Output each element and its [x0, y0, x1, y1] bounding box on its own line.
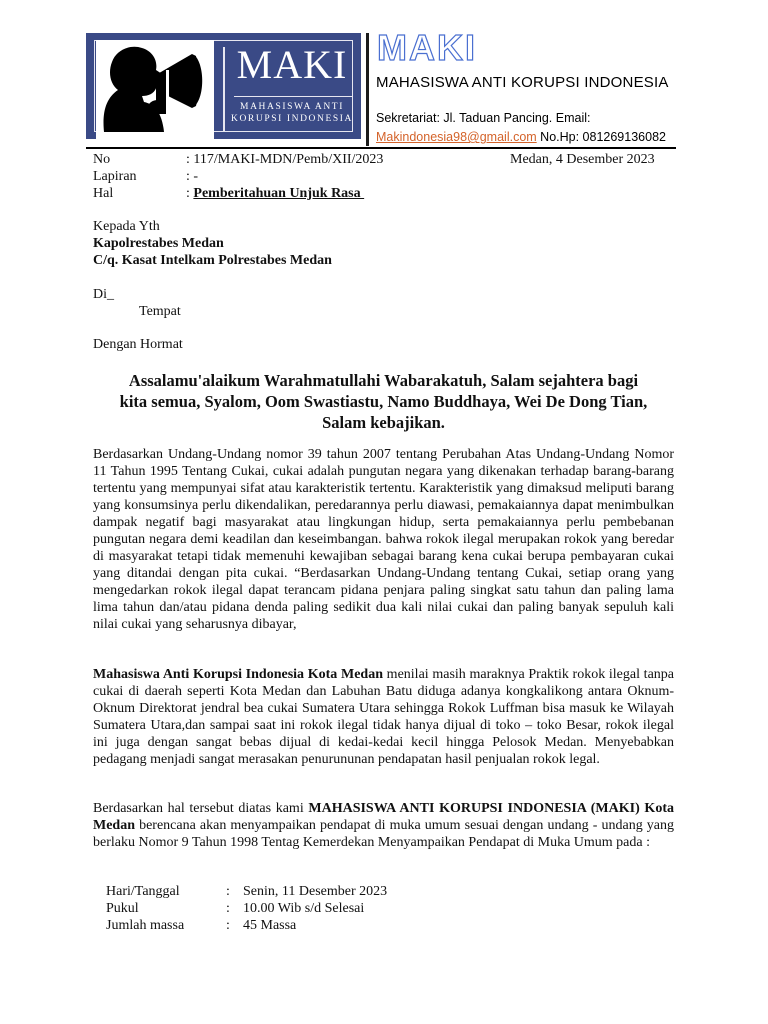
schedule-label-time: Pukul	[106, 901, 139, 916]
letterhead-contact	[376, 109, 666, 147]
meta-place-date: Medan, 4 Desember 2023	[510, 152, 655, 167]
org-name: MAHASISWA ANTI KORUPSI INDONESIA	[376, 74, 669, 91]
meta-hal-colon: :	[186, 186, 194, 201]
schedule-label-date: Hari/Tanggal	[106, 884, 180, 899]
logo-subtitle	[229, 101, 355, 125]
meta-no-value: : 117/MAKI-MDN/Pemb/XII/2023	[186, 152, 384, 167]
letterhead-vertical-rule	[366, 33, 369, 146]
recipient-di: Di_	[93, 287, 114, 302]
schedule-value-mass: 45 Massa	[243, 918, 297, 933]
religious-greeting	[93, 370, 674, 433]
meta-hal-label: Hal	[93, 186, 114, 201]
org-logo	[86, 33, 361, 139]
secretariat-address: Sekretariat: Jl. Taduan Pancing. Email:	[376, 111, 591, 125]
paragraph-concern-org: Mahasiswa Anti Korupsi Indonesia Kota Medan	[93, 667, 383, 682]
meta-lampiran-value: : -	[186, 169, 199, 184]
greeting-line-2: kita semua, Syalom, Oom Swastiastu, Namo Buddhaya, Wei De Dong Tian,	[119, 392, 648, 411]
contact-line	[376, 128, 666, 147]
logo-subtitle-line2: KORUPSI INDONESIA	[231, 114, 353, 124]
meta-hal-row	[186, 185, 364, 202]
schedule-value-date: Senin, 11 Desember 2023	[243, 884, 388, 899]
logo-wordmark: MAKI	[236, 42, 348, 87]
letterhead-horizontal-rule	[86, 147, 676, 149]
paragraph-intent	[93, 800, 674, 851]
logo-subtitle-line1: MAHASISWA ANTI	[240, 102, 344, 112]
schedule-label-mass: Jumlah massa	[106, 918, 185, 933]
salutation: Dengan Hormat	[93, 337, 183, 352]
paragraph-intent-text: berencana akan menyampaikan pendapat di muka umum sesuai dengan undang - undang yang berlaku Nomor 9 Tahun 1998 Tentag Kemerdekan Menyampaikan Pendapat di Muka Umum pada :	[93, 818, 674, 850]
recipient-cq: C/q. Kasat Intelkam Polrestabes Medan	[93, 253, 332, 268]
meta-no-label: No	[93, 152, 111, 167]
paragraph-concern-text: menilai masih maraknya Praktik rokok ilegal tanpa cukai di daerah seperti Kota Medan dan Labuhan Batu diduga adanya kongkalikong antara Oknum-Oknum Direktorat jendral bea cukai Sumatera Utara sehingga Rokok Luffman bisa masuk ke Wilayah Sumatera Utara,dan sampai saat ini rokok ilegal tidak hanya dijual di toko – toko Besar, rokok ilegal ini juga dengan sangat bebas dijual di kedai-kedai kecil hingga Pelosok Medan. Menyebabkan pedagang menjadi sangat merasakan penurununan pendapatan hasil penjualan rokok legal.	[93, 667, 674, 767]
recipient-name: Kapolrestabes Medan	[93, 236, 224, 251]
megaphone-icon	[96, 40, 214, 140]
email-link[interactable]: Makindonesia98@gmail.com	[376, 130, 537, 144]
brand-outline-title: MAKI	[377, 27, 477, 68]
paragraph-legal-basis: Berdasarkan Undang-Undang nomor 39 tahun 2007 tentang Perubahan Atas Undang-Undang Nomor 11 Tahun 1995 Tentang Cukai, cukai adalah pungutan negara yang dikenakan terhadap barang-barang tertentu yang mempunyai sifat atau karakteristik tertentu. Karakteristik yang dimaksud meliputi barang yang konsumsinya perlu dikendalikan, peredarannya perlu diawasi, pemakaiannya dapat menimbulkan dampak negatif bagi masyarakat atau lingkungan hidup, serta pemakaiannya perlu pembebanan pungutan negara demi keadilan dan keseimbangan. bahwa rokok ilegal merupakan rokok yang beredar di masyarakat tetapi tidak memenuhi kewajiban sebagai barang kena cukai berupa pembayaran cukai yang ditandai dengan pita cukai. “Berdasarkan Undang-Undang tentang Cukai, setiap orang yang mengedarkan rokok ilegal dapat terancam pidana penjara paling singkat satu tahun dan paling lama lima tahun dan/atau pidana denda paling sedikit dua kali nilai cukai dan paling banyak sepuluh kali nilai cukai yang seharusnya dibayar,	[93, 447, 674, 632]
phone-number: No.Hp: 081269136082	[540, 130, 666, 144]
greeting-line-3: Salam kebajikan.	[322, 413, 445, 432]
paragraph-intent-start: Berdasarkan hal tersebut diatas kami	[93, 801, 309, 816]
schedule-colon-time: :	[226, 901, 230, 916]
meta-hal-value: Pemberitahuan Unjuk Rasa	[193, 186, 365, 201]
paragraph-intent-org: MAHASISWA ANTI KORUPSI INDONESIA (MAKI) Kota Medan	[93, 801, 674, 833]
recipient-kepada: Kepada Yth	[93, 219, 160, 234]
greeting-line-1: Assalamu'alaikum Warahmatullahi Wabarakatuh, Salam sejahtera bagi	[128, 371, 639, 390]
logo-divider	[223, 47, 225, 131]
paragraph-concern	[93, 666, 674, 768]
meta-lampiran-label: Lapiran	[93, 169, 137, 184]
recipient-tempat: Tempat	[139, 304, 181, 319]
schedule-colon-mass: :	[226, 918, 230, 933]
schedule-value-time: 10.00 Wib s/d Selesai	[243, 901, 365, 916]
schedule-colon-date: :	[226, 884, 230, 899]
logo-rule	[234, 96, 352, 97]
